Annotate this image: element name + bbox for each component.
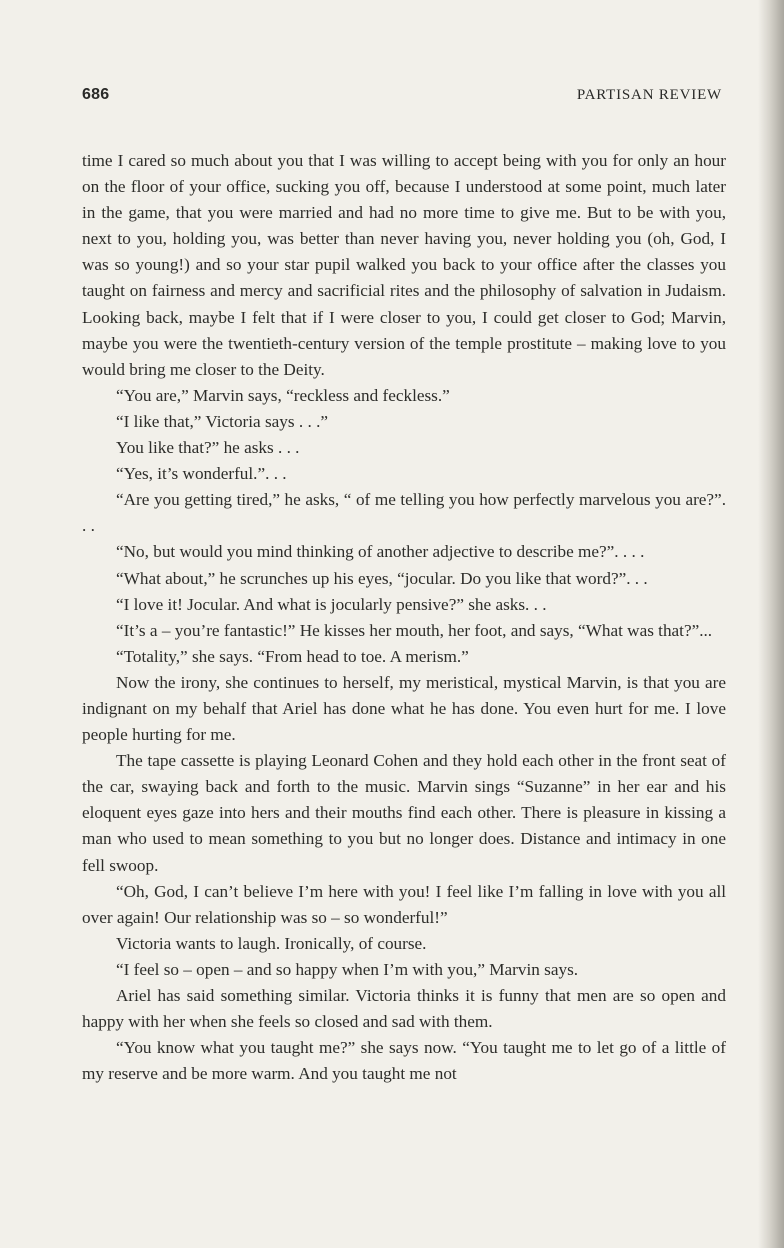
paragraph: “It’s a – you’re fantastic!” He kisses her mouth, her foot, and says, “What was that?”... bbox=[116, 620, 713, 640]
paragraph: The tape cassette is playing Leonard Cohen and they hold each other in the front seat of the car, swaying back and forth to the music. Marvin sings “Suzanne” in her ear and his eloquent eyes gaze into hers and their mouths find each other. There is pleasure in kissing a man who used to mean something to you but no longer does. Distance and intimacy in one fell swoop. bbox=[82, 751, 726, 875]
paragraph: “You are,” Marvin says, “reckless and feckless.” bbox=[116, 385, 450, 405]
paragraph: Now the irony, she continues to herself, my meristical, mystical Marvin, is that you are indignant on my behalf that Ariel has done what he has done. You even hurt for me. I love people hurting for me. bbox=[82, 672, 726, 745]
paragraph: Victoria wants to laugh. Ironically, of course. bbox=[116, 933, 427, 953]
paragraph: “You know what you taught me?” she says now. “You taught me to let go of a little of my reserve and be more warm. And you taught me not bbox=[82, 1038, 726, 1084]
paragraph: “Oh, God, I can’t believe I’m here with you! I feel like I’m falling in love with you all over again! Our relationship was so – so wonderful!” bbox=[82, 881, 726, 927]
paragraph: “Totality,” she says. “From head to toe. A merism.” bbox=[116, 646, 469, 666]
paragraph: “Are you getting tired,” he asks, “ of me telling you how perfectly marvelous you are?”. . . bbox=[82, 490, 726, 536]
page-edge-shadow bbox=[758, 0, 784, 1248]
paragraph: “I feel so – open – and so happy when I’m with you,” Marvin says. bbox=[116, 959, 579, 979]
paragraph: time I cared so much about you that I was willing to accept being with you for only an hour on the floor of your office, sucking you off, because I understood at some point, much later in the game, that you were married and had no more time to give me. But to be with you, next to you, holding you, was better than never having you, never holding you (oh, God, I was so young!) and so your star pupil walked you back to your office after the classes you taught on fairness and mercy and sacrificial rites and the philosophy of salvation in Judaism. Looking back, maybe I felt that if I were closer to you, I could get closer to God; Marvin, maybe you were the twentieth-century version of the temple prostitute – making love to you would bring me closer to the Deity. bbox=[82, 151, 726, 379]
page-header bbox=[82, 86, 722, 110]
paragraph: Ariel has said something similar. Victoria thinks it is funny that men are so open and happy with her when she feels so closed and sad with them. bbox=[82, 986, 726, 1032]
body-text bbox=[82, 148, 726, 1087]
paragraph: You like that?” he asks . . . bbox=[116, 438, 300, 458]
running-head: PARTISAN REVIEW bbox=[576, 87, 722, 103]
paragraph: “Yes, it’s wonderful.”. . . bbox=[116, 464, 287, 484]
paragraph: “No, but would you mind thinking of another adjective to describe me?”. . . . bbox=[116, 542, 645, 562]
paragraph: “I like that,” Victoria says . . .” bbox=[116, 411, 328, 431]
page-number: 686 bbox=[82, 86, 110, 103]
paragraph: “I love it! Jocular. And what is jocularly pensive?” she asks. . . bbox=[116, 594, 547, 614]
paragraph: “What about,” he scrunches up his eyes, “jocular. Do you like that word?”. . . bbox=[116, 568, 648, 588]
